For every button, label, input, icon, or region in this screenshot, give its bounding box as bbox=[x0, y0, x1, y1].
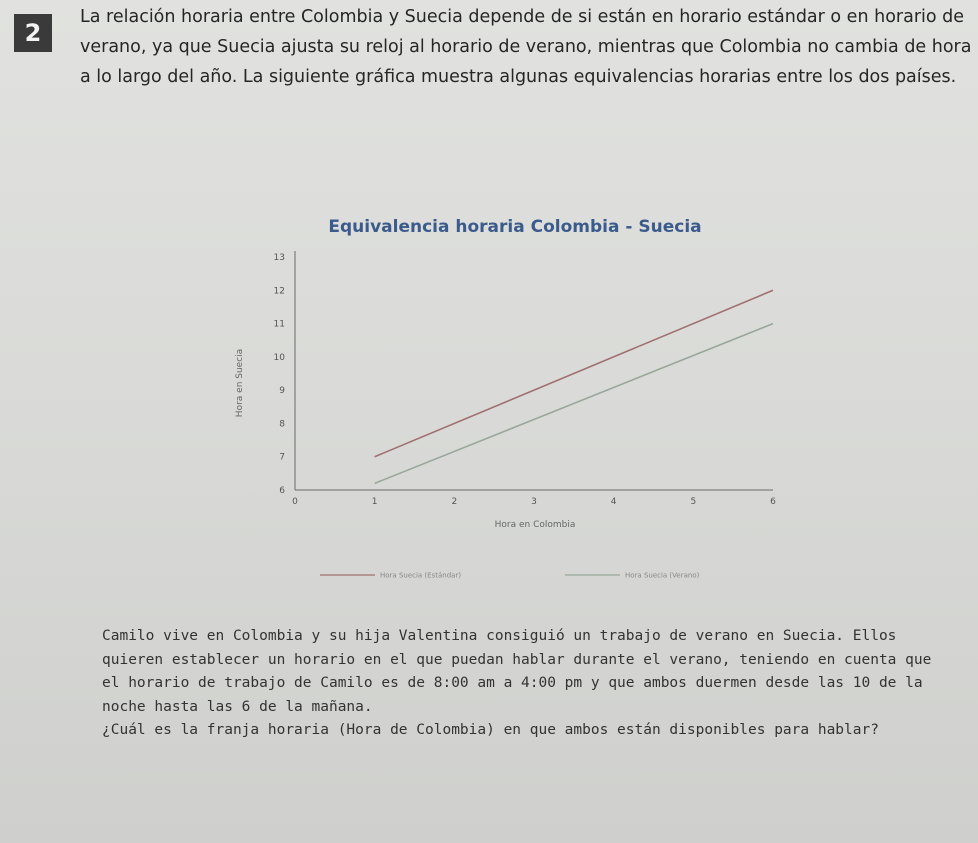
chart-legend bbox=[320, 572, 700, 580]
series-line bbox=[375, 290, 773, 456]
problem-statement bbox=[102, 625, 952, 743]
x-tick-label: 4 bbox=[610, 497, 617, 507]
time-equivalence-chart bbox=[225, 205, 795, 595]
x-axis-label: Hora en Colombia bbox=[494, 520, 576, 530]
intro-text: La relación horaria entre Colombia y Suecia depende de si están en horario estándar o en horario de verano, ya que Suecia ajusta su reloj al horario de verano, mientras que Colombia no cambia de hora a lo largo del año. La siguiente gráfica muestra algunas equivalencias horarias entre los dos países. bbox=[80, 7, 972, 87]
problem-question: ¿Cuál es la franja horaria (Hora de Colombia) en que ambos están disponibles para hablar? bbox=[102, 722, 879, 738]
series-line bbox=[375, 324, 773, 484]
legend-entry: Hora Suecia (Estándar) bbox=[380, 571, 462, 580]
question-intro bbox=[80, 2, 972, 92]
x-tick-label: 3 bbox=[531, 497, 537, 507]
y-tick-label: 13 bbox=[273, 253, 285, 263]
y-tick-label: 10 bbox=[273, 352, 285, 363]
y-axis-label: Hora en Suecia bbox=[235, 348, 245, 418]
x-tick-label: 5 bbox=[690, 497, 697, 507]
y-tick-label: 6 bbox=[279, 486, 285, 496]
x-tick-label: 6 bbox=[770, 497, 776, 507]
y-tick-label: 8 bbox=[279, 419, 285, 430]
y-tick-label: 11 bbox=[273, 319, 285, 330]
chart-title: Equivalencia horaria Colombia - Suecia bbox=[328, 217, 702, 237]
y-tick-label: 7 bbox=[279, 452, 285, 463]
y-tick-label: 9 bbox=[279, 386, 285, 397]
x-tick-label: 0 bbox=[292, 497, 298, 507]
chart-axes bbox=[295, 251, 773, 490]
chart-svg bbox=[225, 205, 795, 595]
x-tick-label: 1 bbox=[371, 497, 378, 507]
legend-entry: Hora Suecia (Verano) bbox=[625, 571, 700, 580]
chart-series bbox=[375, 290, 773, 483]
problem-paragraph: Camilo vive en Colombia y su hija Valentina consiguió un trabajo de verano en Suecia. Ellos quieren establecer un horario en el que puedan hablar durante el verano, teniendo en cuenta que el horario de trabajo de Camilo es de 8:00 am a 4:00 pm y que ambos duermen desde las 10 de la noche hasta las 6 de la mañana. bbox=[102, 628, 932, 715]
question-number: 2 bbox=[14, 14, 52, 52]
x-tick-label: 2 bbox=[451, 497, 458, 507]
y-tick-label: 12 bbox=[273, 286, 285, 297]
chart-ticks bbox=[274, 253, 777, 507]
